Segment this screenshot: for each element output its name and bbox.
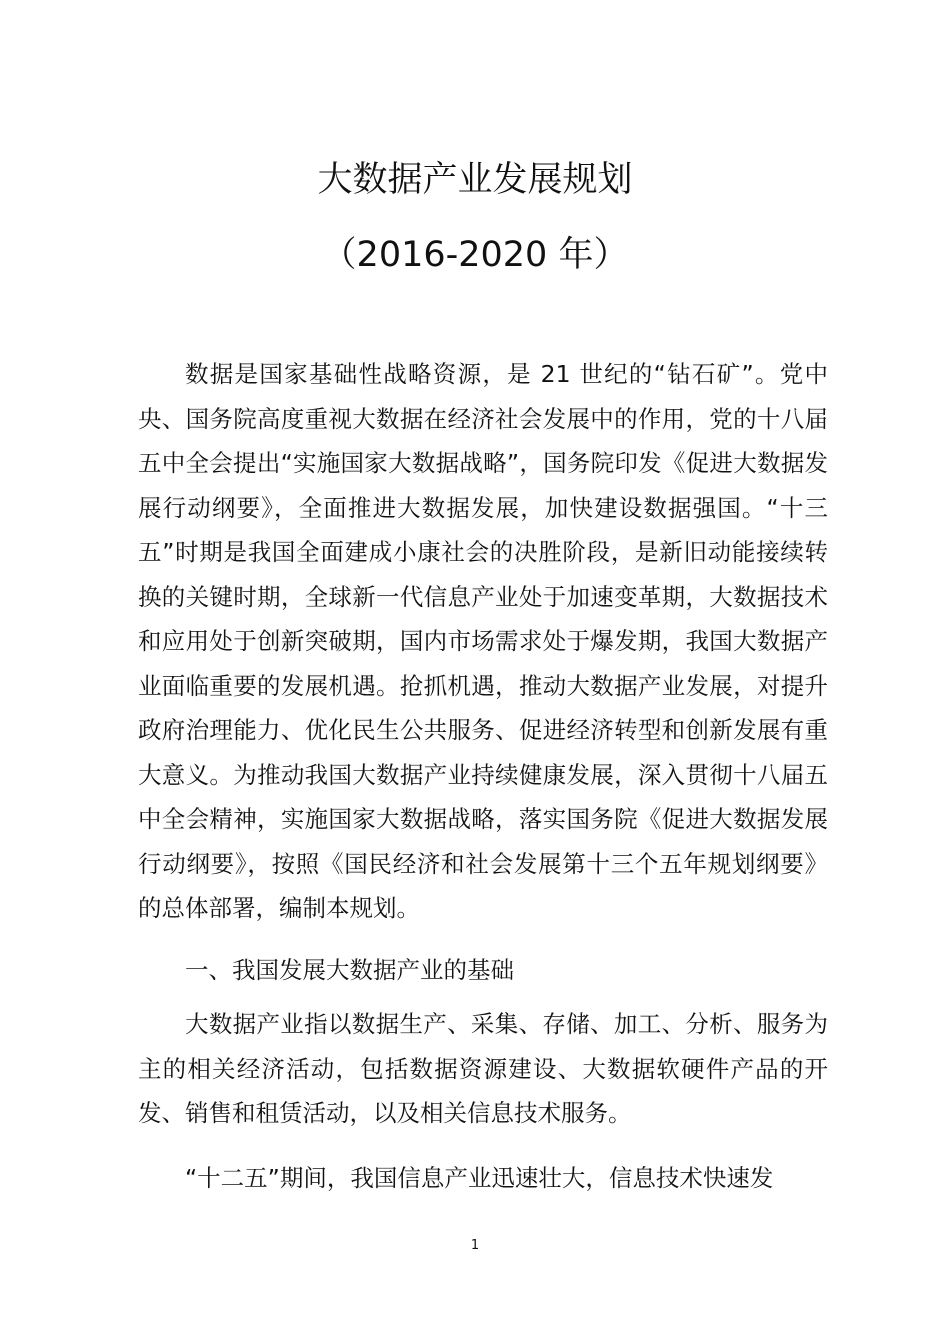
body-paragraph-intro: 数据是国家基础性战略资源，是 21 世纪的“钻石矿”。党中央、国务院高度重视大数据在经济社会发展中的作用，党的十八届五中全会提出“实施国家大数据战略”，国务院印发《促进大数据发展行动纲要》，全面推进大数据发展，加快建设数据强国。“十三五”时期是我国全面建成小康社会的决胜阶段，是新旧动能接续转换的关键时期，全球新一代信息产业处于加速变革期，大数据技术和应用处于创新突破期，国内市场需求处于爆发期，我国大数据产业面临重要的发展机遇。抢抓机遇，推动大数据产业发展，对提升政府治理能力、优化民生公共服务、促进经济转型和创新发展有重大意义。为推动我国大数据产业持续健康发展，深入贯彻十八届五中全会精神，实施国家大数据战略，落实国务院《促进大数据发展行动纲要》，按照《国民经济和社会发展第十三个五年规划纲要》的总体部署，编制本规划。 <box>138 360 828 922</box>
body-paragraph-definition: 大数据产业指以数据生产、采集、存储、加工、分析、服务为主的相关经济活动，包括数据资源建设、大数据软硬件产品的开发、销售和租赁活动，以及相关信息技术服务。 <box>138 1010 828 1127</box>
document-title: 大数据产业发展规划 <box>317 160 633 200</box>
body-paragraph-continued: “十二五”期间，我国信息产业迅速壮大，信息技术快速发 <box>185 1164 774 1192</box>
page-number: 1 <box>470 1238 480 1253</box>
document-subtitle: （2016-2020 年） <box>321 235 629 275</box>
section-heading: 一、我国发展大数据产业的基础 <box>185 956 514 984</box>
